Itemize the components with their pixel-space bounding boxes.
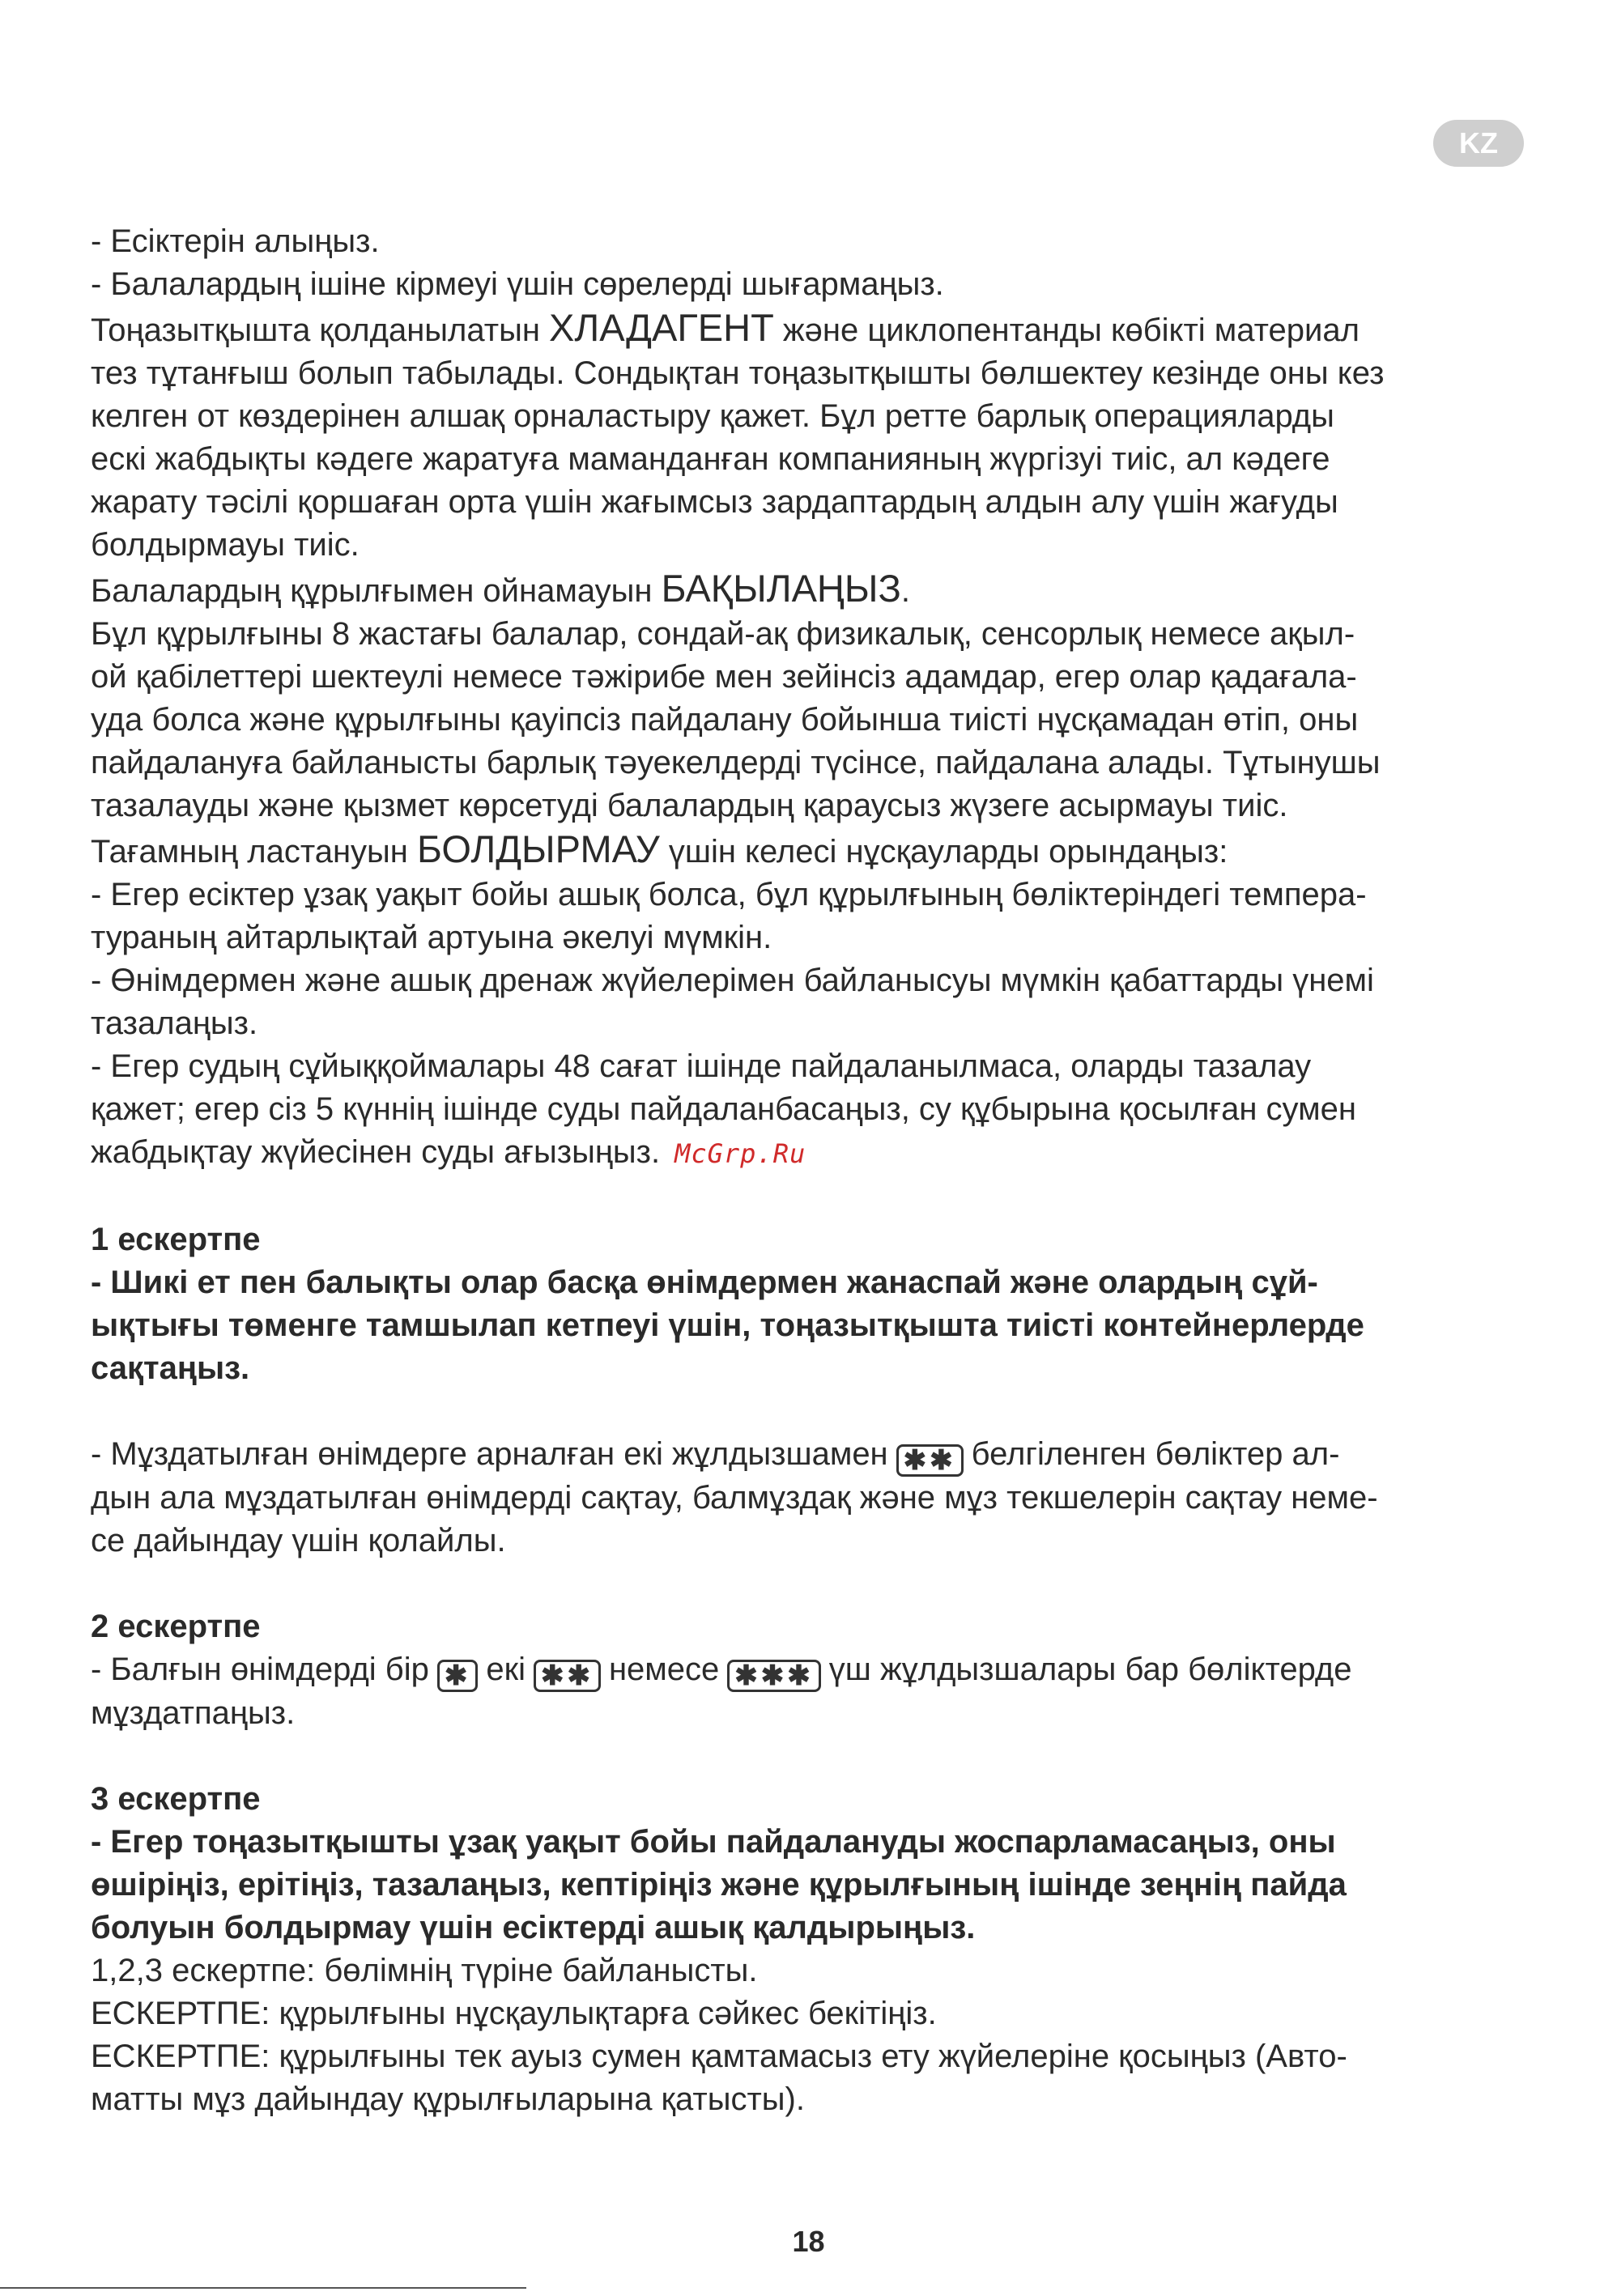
text: үшін келесі нұсқауларды орындаңыз: [659,834,1228,870]
paragraph-line: тез тұтанғыш болып табылады. Сондықтан тоңазытқышты бөлшектеу кезінде оны кез [91,355,1385,391]
supervise-line [91,567,1524,613]
paragraph-line: - Егер есіктер ұзақ уақыт бойы ашық болса, бұл құрылғының бөліктеріндегі темпера- [91,877,1367,912]
paragraph-line: матты мұз дайындау құрылғыларына қатысты). [91,2081,805,2117]
spacer [91,1390,1524,1433]
paragraph-line: ескі жабдықты кәдеге жаратуға маманданған компанияның жүргізуі тиіс, ал кәдеге [91,441,1330,477]
paragraph-line: уда болса және құрылғыны қауіпсіз пайдалану бойынша тиісті нұсқамадан өтіп, оны [91,702,1359,738]
paragraph-line: ой қабілеттері шектеулі немесе тәжірибе мен зейінсіз адамдар, егер олар қадағала- [91,659,1357,695]
note-1-bold-line: ықтығы төменге тамшылап кетпеуі үшін, тоңазытқышта тиісті контейнерлерде [91,1307,1364,1343]
paragraph-line: пайдалануға байланысты барлық тәуекелдерді түсінсе, пайдалана алады. Тұтынушы [91,745,1381,780]
note-3-bold-line: - Егер тоңазытқышты ұзақ уақыт бойы пайдалануды жоспарламасаңыз, оны [91,1824,1336,1860]
text: жабдықтау жүйесінен суды ағызыңыз. [91,1134,661,1170]
paragraph-line: ЕСКЕРТПЕ: құрылғыны тек ауыз сумен қамтамасыз ету жүйелеріне қосыңыз (Авто- [91,2039,1347,2074]
text: екі [486,1652,526,1687]
text: немесе [608,1652,720,1687]
paragraph-line: қажет; егер сіз 5 күннің ішінде суды пайдаланбасаңыз, су құбырына қосылған сумен [91,1091,1356,1127]
text: үш жұлдызшалары бар бөліктерде [828,1652,1352,1687]
text: белгіленген бөліктер ал- [971,1436,1340,1472]
paragraph-line: - Балалардың ішіне кірмеуі үшін сөрелерді шығармаңыз. [91,266,944,302]
paragraph-line: - Есіктерін алыңыз. [91,223,380,259]
paragraph-line: тазалаңыз. [91,1006,258,1041]
text: . [900,573,910,609]
note-3-title: 3 ескертпе [91,1781,261,1817]
two-star-icon: ✱✱ [534,1660,601,1692]
caps-text: ХЛАДАГЕНТ [549,306,774,349]
paragraph-line: жарату тәсілі қоршаған орта үшін жағымсыз зардаптардың алдын алу үшін жағуды [91,484,1338,520]
paragraph-line: келген от көздерінен алшақ орналастыру қажет. Бұл ретте барлық операцияларды [91,398,1334,434]
watermark: McGrp.Ru [674,1138,806,1169]
spacer [91,1176,1524,1218]
note-1-bold-line: - Шикі ет пен балықты олар басқа өнімдермен жанаспай және олардың сұй- [91,1265,1318,1300]
caps-text: БАҚЫЛАҢЫЗ [661,567,901,610]
paragraph-line: ЕСКЕРТПЕ: құрылғыны нұсқаулықтарға сәйкес бекітіңіз. [91,1996,937,2031]
text: Тағамның ластануын [91,834,418,870]
text: және циклопентанды көбікті материал [773,313,1360,348]
paragraph-line: мұздатпаңыз. [91,1695,296,1731]
paragraph-line: 1,2,3 ескертпе: бөлімнің түріне байланысты. [91,1953,758,1988]
divider [0,2287,526,2289]
caps-text: БОЛДЫРМАУ [417,827,660,870]
one-star-icon: ✱ [437,1660,479,1692]
spacer [91,1735,1524,1778]
note-1-title: 1 ескертпе [91,1222,261,1257]
text: Тоңазытқышта қолданылатын [91,313,550,348]
contamination-line [91,827,1524,874]
text: - Мұздатылған өнімдерге арналған екі жұлдызшамен [91,1436,888,1472]
three-star-icon: ✱✱✱ [727,1660,820,1692]
text: - Балғын өнімдерді бір [91,1652,429,1687]
paragraph-line: болдырмауы тиіс. [91,527,360,563]
page-number: 18 [792,2225,825,2258]
star-compartments-line [91,1648,1524,1692]
paragraph-line: дын ала мұздатылған өнімдерді сақтау, балмұздақ және мұз текшелерін сақтау неме- [91,1480,1378,1516]
spacer [91,1563,1524,1605]
paragraph-line [91,1131,1524,1176]
note-1-bold-line: сақтаңыз. [91,1350,250,1386]
paragraph-line: - Өнімдермен және ашық дренаж жүйелерімен байланысуы мүмкін қабаттарды үнемі [91,963,1374,998]
note-3-bold-line: өшіріңіз, ерітіңіз, тазалаңыз, кептіріңіз және құрылғының ішінде зеңнің пайда [91,1867,1347,1903]
note-3-bold-line: болуын болдырмау үшін есіктерді ашық қалдырыңыз. [91,1910,976,1945]
language-badge: KZ [1433,120,1524,167]
document-body [91,220,1524,2121]
two-star-line [91,1433,1524,1477]
paragraph-line: Бұл құрылғыны 8 жастағы балалар, сондай-ақ физикалық, сенсорлық немесе ақыл- [91,616,1355,652]
paragraph-line: - Егер судың сұйыққоймалары 48 сағат ішінде пайдаланылмаса, оларды тазалау [91,1048,1312,1084]
note-2-title: 2 ескертпе [91,1609,261,1644]
refrigerant-warning-line [91,306,1524,352]
paragraph-line: се дайындау үшін қолайлы. [91,1523,506,1558]
text: Балалардың құрылғымен ойнамауын [91,573,662,609]
paragraph-line: тазалауды және қызмет көрсетуді балалардың қараусыз жүзеге асырмауы тиіс. [91,788,1288,823]
two-star-icon: ✱✱ [896,1444,964,1477]
paragraph-line: тураның айтарлықтай артуына әкелуі мүмкін. [91,920,772,955]
